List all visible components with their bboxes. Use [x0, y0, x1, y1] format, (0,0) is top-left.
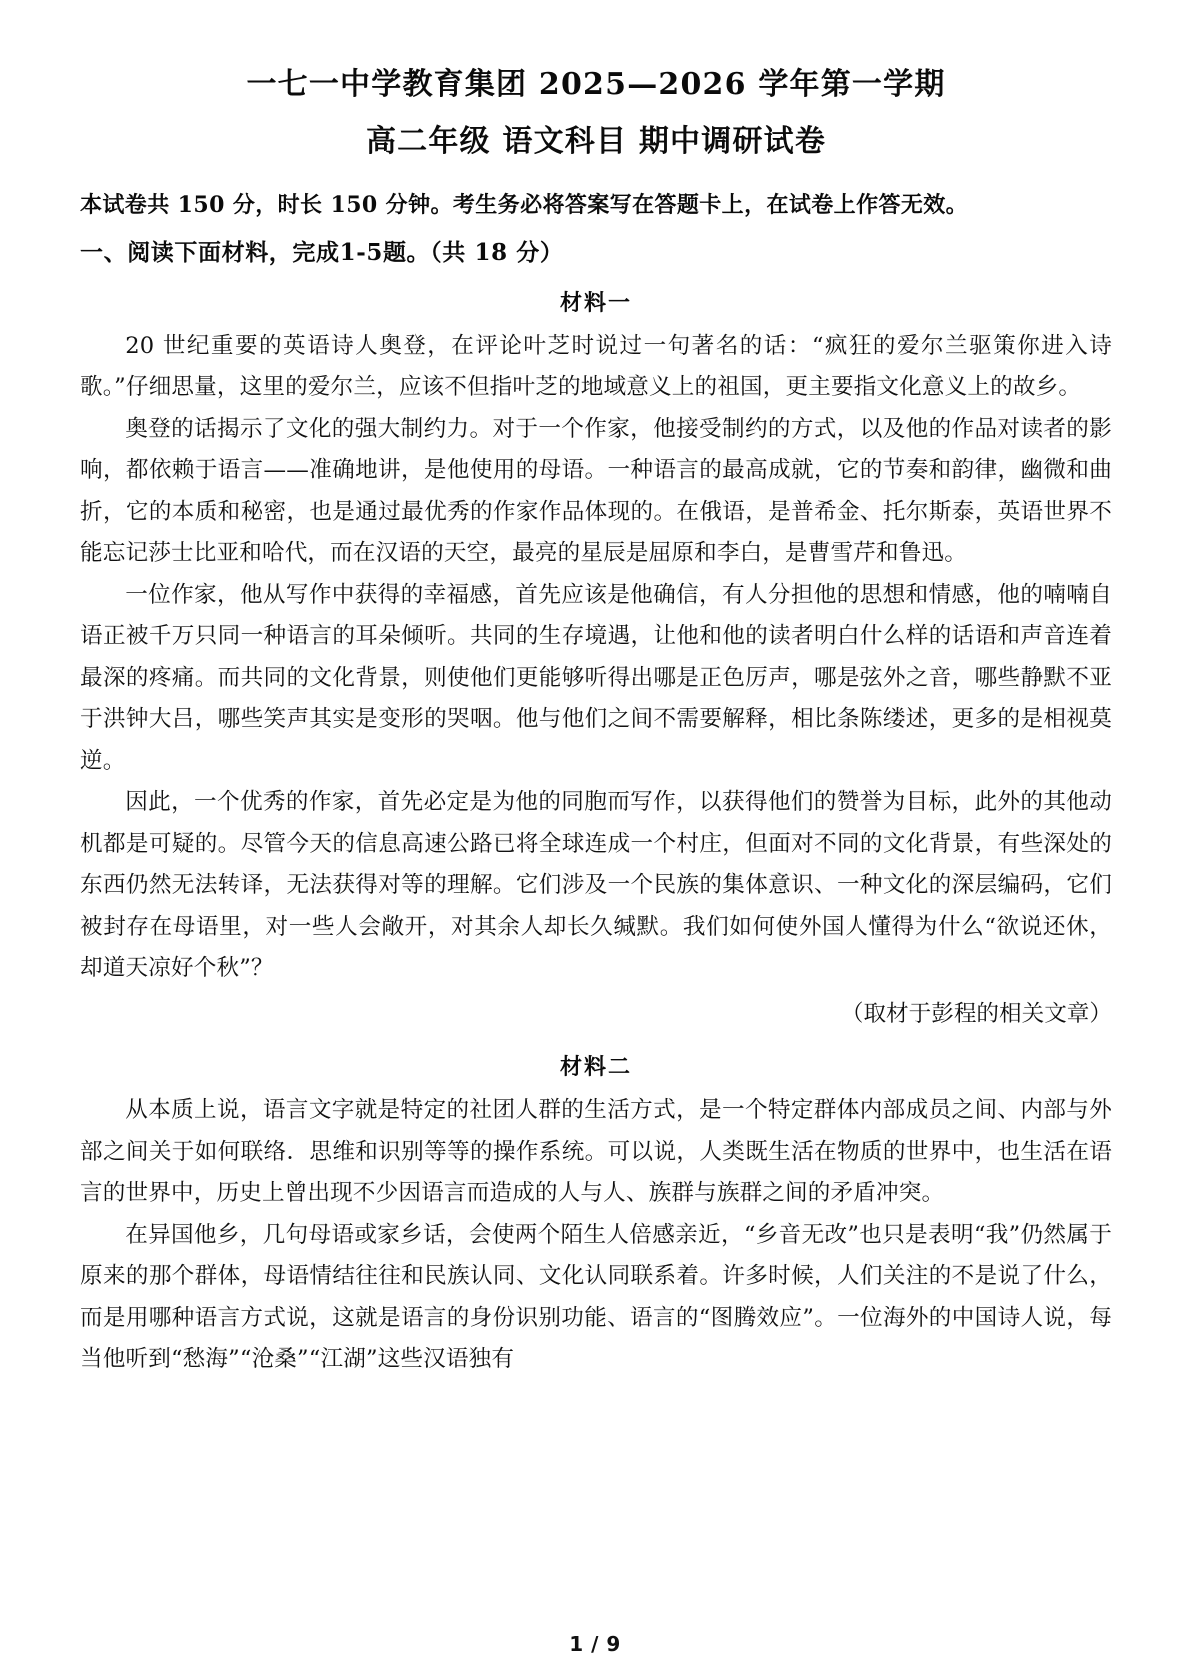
material-one — [80, 287, 1112, 1036]
material-two — [80, 1051, 1112, 1381]
material-one-paragraph-1: 20 世纪重要的英语诗人奥登，在评论叶芝时说过一句著名的话：“疯狂的爱尔兰驱策你进入诗歌。”仔细思量，这里的爱尔兰，应该不但指叶芝的地域意义上的祖国，更主要指文化意义上的故乡。 — [80, 332, 1112, 400]
reading-materials — [80, 287, 1112, 1381]
exam-title-block — [80, 62, 1112, 165]
material-one-paragraph-2: 奥登的话揭示了文化的强大制约力。对于一个作家，他接受制约的方式，以及他的作品对读者的影响，都依赖于语言——准确地讲，是他使用的母语。一种语言的最高成就，它的节奏和韵律，幽微和曲折，它的本质和秘密，也是通过最优秀的作家作品体现的。在俄语，是普希金、托尔斯泰，英语世界不能忘记莎士比亚和哈代，而在汉语的天空，最亮的星辰是屈原和李白，是曹雪芹和鲁迅。 — [80, 415, 1112, 566]
exam-title-line-2: 高二年级 语文科目 期中调研试卷 — [365, 123, 827, 159]
page-number: 1 / 9 — [569, 1632, 621, 1656]
exam-title-line-1: 一七一中学教育集团 2025—2026 学年第一学期 — [246, 67, 946, 102]
material-two-paragraph-1: 从本质上说，语言文字就是特定的社团人群的生活方式，是一个特定群体内部成员之间、内部与外部之间关于如何联络．思维和识别等等的操作系统。可以说，人类既生活在物质的世界中，也生活在语言的世界中，历史上曾出现不少因语言而造成的人与人、族群与族群之间的矛盾冲突。 — [80, 1097, 1112, 1206]
material-two-paragraph-2: 在异国他乡，几句母语或家乡话，会使两个陌生人倍感亲近，“乡音无改”也只是表明“我”仍然属于原来的那个群体，母语情结往往和民族认同、文化认同联系着。许多时候，人们关注的不是说了什么，而是用哪种语言方式说，这就是语言的身份识别功能、语言的“图腾效应”。一位海外的中国诗人说，每当他听到“愁海”“沧桑”“江湖”这些汉语独有 — [80, 1221, 1112, 1372]
material-one-label: 材料一 — [559, 289, 632, 316]
exam-instructions: 本试卷共 150 分，时长 150 分钟。考生务必将答案写在答题卡上，在试卷上作答无效。 — [80, 192, 969, 218]
material-two-label: 材料二 — [559, 1054, 632, 1080]
material-one-paragraph-4: 因此，一个优秀的作家，首先必定是为他的同胞而写作，以获得他们的赞誉为目标，此外的其他动机都是可疑的。尽管今天的信息高速公路已将全球连成一个村庄，但面对不同的文化背景，有些深处的东西仍然无法转译，无法获得对等的理解。它们涉及一个民族的集体意识、一种文化的深层编码，它们被封存在母语里，对一些人会敞开，对其余人却长久缄默。我们如何使外国人懂得为什么“欲说还休，却道天凉好个秋”？ — [80, 789, 1112, 981]
section-heading-reading: 一、阅读下面材料，完成1-5题。（共 18 分） — [80, 239, 564, 266]
material-one-paragraph-3: 一位作家，他从写作中获得的幸福感，首先应该是他确信，有人分担他的思想和情感，他的喃喃自语正被千万只同一种语言的耳朵倾听。共同的生存境遇，让他和他的读者明白什么样的话语和声音连着最深的疼痛。而共同的文化背景，则使他们更能够听得出哪是正色厉声，哪是弦外之音，哪些静默不亚于洪钟大吕，哪些笑声其实是变形的哭咽。他与他们之间不需要解释，相比条陈缕述，更多的是相视莫逆。 — [80, 581, 1112, 774]
material-one-attribution: （取材于彭程的相关文章） — [840, 1000, 1112, 1027]
